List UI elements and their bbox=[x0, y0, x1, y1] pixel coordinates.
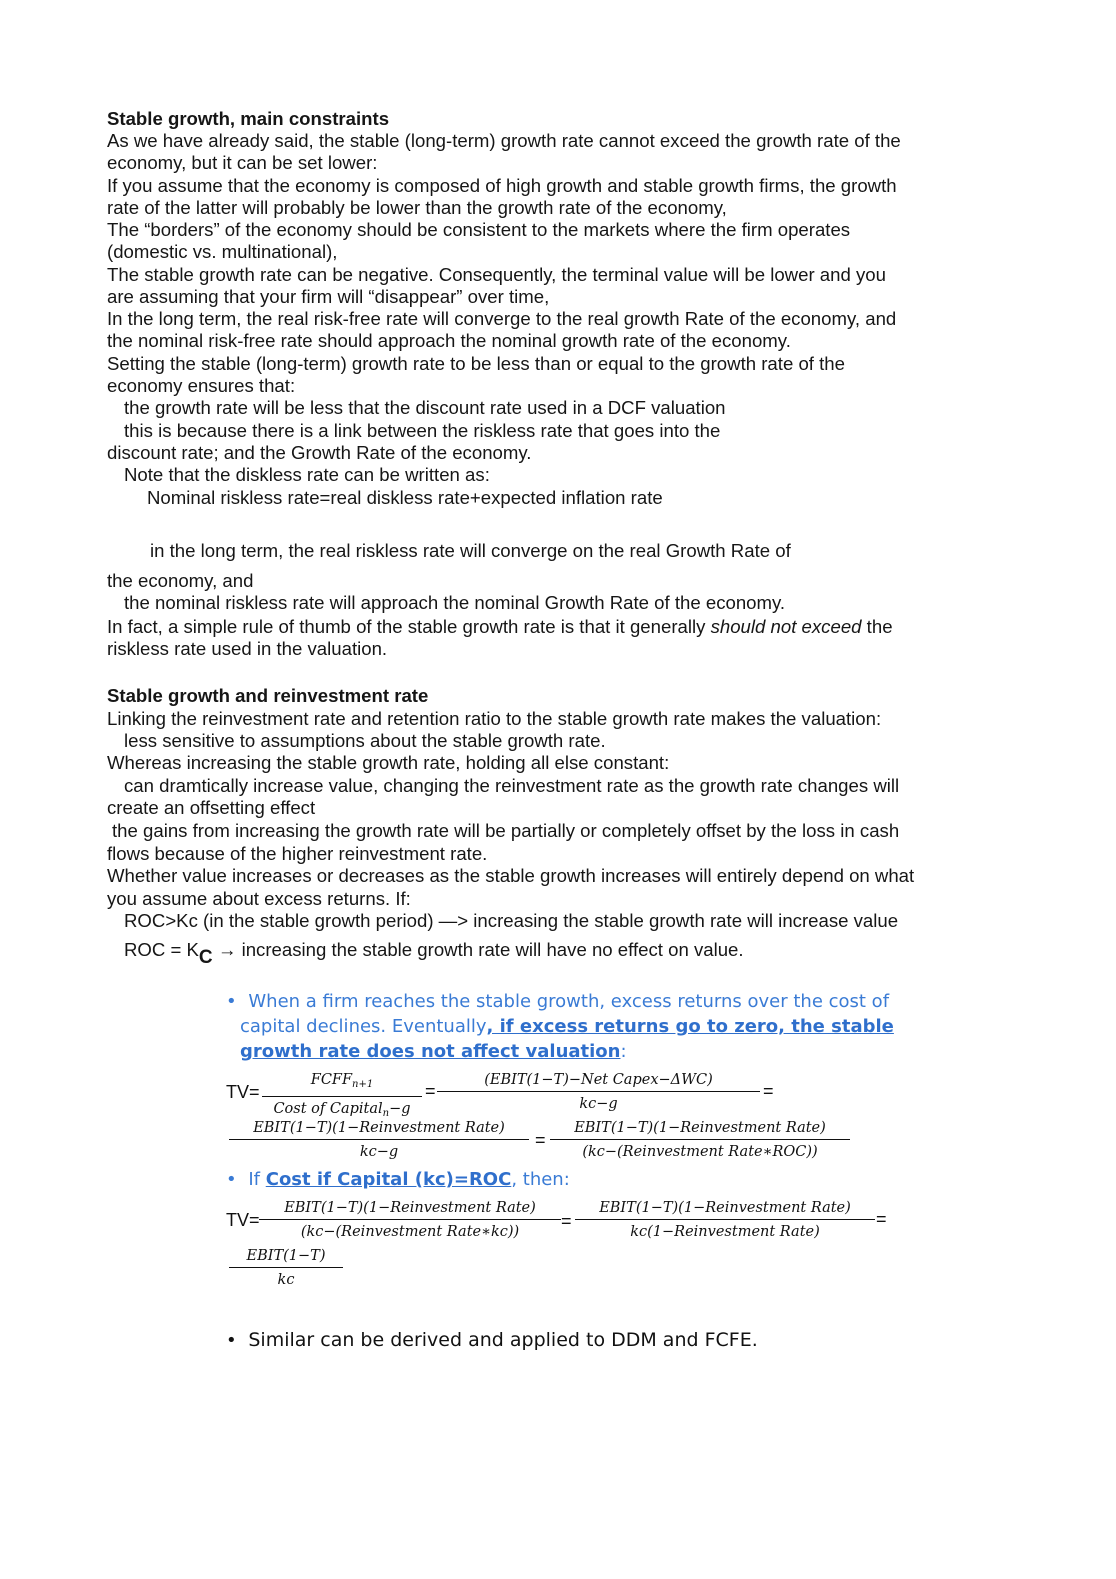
paragraph-line: Whether value increases or decreases as the stable growth increases will entirely depend on what bbox=[107, 865, 915, 886]
indented-line: in the long term, the real riskless rate will converge on the real Growth Rate of bbox=[150, 540, 791, 561]
paragraph-line: are assuming that your firm will “disappear” over time, bbox=[107, 286, 550, 307]
paragraph-line: The stable growth rate can be negative. Consequently, the terminal value will be lower and you bbox=[107, 264, 886, 285]
slide-bullet-1: • When a firm reaches the stable growth, excess returns over the cost of bbox=[226, 991, 890, 1012]
paragraph-line: Linking the reinvestment rate and retention ratio to the stable growth rate makes the valuation: bbox=[107, 708, 882, 729]
fraction-fcff: $FCFF_{n+1}$ Cost of Capital$_n$−g bbox=[262, 1071, 422, 1123]
indented-line: Note that the diskless rate can be written as: bbox=[124, 464, 490, 485]
paragraph-line: the economy, and bbox=[107, 570, 254, 591]
paragraph-line: rate of the latter will probably be lower than the growth rate of the economy, bbox=[107, 197, 727, 218]
indented-line: the nominal riskless rate will approach the nominal Growth Rate of the economy. bbox=[124, 592, 786, 613]
paragraph-line: riskless rate used in the valuation. bbox=[107, 638, 388, 659]
equals-sign: = bbox=[876, 1209, 887, 1229]
slide-bullet-1-cont: growth rate does not affect valuation: bbox=[240, 1041, 627, 1062]
paragraph-line: Setting the stable (long-term) growth rate to be less than or equal to the growth rate of the bbox=[107, 353, 845, 374]
formula-line: Nominal riskless rate=real diskless rate+expected inflation rate bbox=[147, 487, 663, 508]
fraction-ebit-capex: (EBIT(1−T)−Net Capex−ΔWC) kc−g bbox=[437, 1071, 760, 1113]
paragraph-line: flows because of the higher reinvestment rate. bbox=[107, 843, 488, 864]
fraction-ebit-reinvestment: EBIT(1−T)(1−Reinvestment Rate) kc−g bbox=[229, 1119, 529, 1161]
paragraph-line: As we have already said, the stable (long-term) growth rate cannot exceed the growth rate of the bbox=[107, 130, 901, 151]
equals-sign: = bbox=[425, 1081, 436, 1101]
paragraph-line: (domestic vs. multinational), bbox=[107, 241, 338, 262]
paragraph-line: the gains from increasing the growth rate will be partially or completely offset by the loss in cash bbox=[112, 820, 900, 841]
indented-line: ROC>Kc (in the stable growth period) —> increasing the stable growth rate will increase value bbox=[124, 910, 899, 931]
paragraph-line: In the long term, the real risk-free rate will converge to the real growth Rate of the economy, and bbox=[107, 308, 897, 329]
rule-of-thumb-line: In fact, a simple rule of thumb of the stable growth rate is that it generally should not exceed the bbox=[107, 616, 893, 637]
equals-sign: = bbox=[561, 1211, 572, 1231]
paragraph-line: create an offsetting effect bbox=[107, 797, 316, 818]
indented-line: this is because there is a link between the riskless rate that goes into the bbox=[124, 420, 721, 441]
indented-line: can dramtically increase value, changing the reinvestment rate as the growth rate changes will bbox=[124, 775, 900, 796]
paragraph-line: Whereas increasing the stable growth rate, holding all else constant: bbox=[107, 752, 670, 773]
paragraph-line: economy, but it can be set lower: bbox=[107, 152, 378, 173]
paragraph-line: If you assume that the economy is composed of high growth and stable growth firms, the growth bbox=[107, 175, 897, 196]
slide-bullet-2: • If Cost if Capital (kc)=ROC, then: bbox=[226, 1169, 570, 1190]
section-heading-constraints: Stable growth, main constraints bbox=[107, 108, 390, 129]
paragraph-line: The “borders” of the economy should be consistent to the markets where the firm operates bbox=[107, 219, 851, 240]
indented-line: the growth rate will be less that the discount rate used in a DCF valuation bbox=[124, 397, 726, 418]
fraction-ebit-roc: EBIT(1−T)(1−Reinvestment Rate) (kc−(Reinvestment Rate∗ROC)) bbox=[550, 1119, 850, 1161]
equals-sign: = bbox=[763, 1081, 774, 1101]
paragraph-line: economy ensures that: bbox=[107, 375, 296, 396]
slide-bullet-1-cont: capital declines. Eventually, if excess returns go to zero, the stable bbox=[240, 1016, 894, 1037]
fraction-kc-reinvestment: EBIT(1−T)(1−Reinvestment Rate) (kc−(Reinvestment Rate∗kc)) bbox=[259, 1199, 561, 1241]
paragraph-line: the nominal risk-free rate should approach the nominal growth rate of the economy. bbox=[107, 330, 791, 351]
fraction-kc-factored: EBIT(1−T)(1−Reinvestment Rate) kc(1−Reinvestment Rate) bbox=[575, 1199, 875, 1241]
paragraph-line: discount rate; and the Growth Rate of the economy. bbox=[107, 442, 532, 463]
section-heading-reinvestment: Stable growth and reinvestment rate bbox=[107, 685, 429, 706]
paragraph-line: you assume about excess returns. If: bbox=[107, 888, 411, 909]
tv-label: TV= bbox=[226, 1082, 260, 1102]
slide-bullet-3: • Similar can be derived and applied to DDM and FCFE. bbox=[226, 1329, 758, 1351]
indented-line: less sensitive to assumptions about the stable growth rate. bbox=[124, 730, 606, 751]
fraction-ebit-over-kc: EBIT(1−T) kc bbox=[229, 1247, 343, 1289]
equals-sign: = bbox=[535, 1130, 546, 1150]
roc-equals-kc-line: ROC = KC → increasing the stable growth rate will have no effect on value. bbox=[124, 939, 744, 968]
tv-label: TV= bbox=[226, 1210, 260, 1230]
